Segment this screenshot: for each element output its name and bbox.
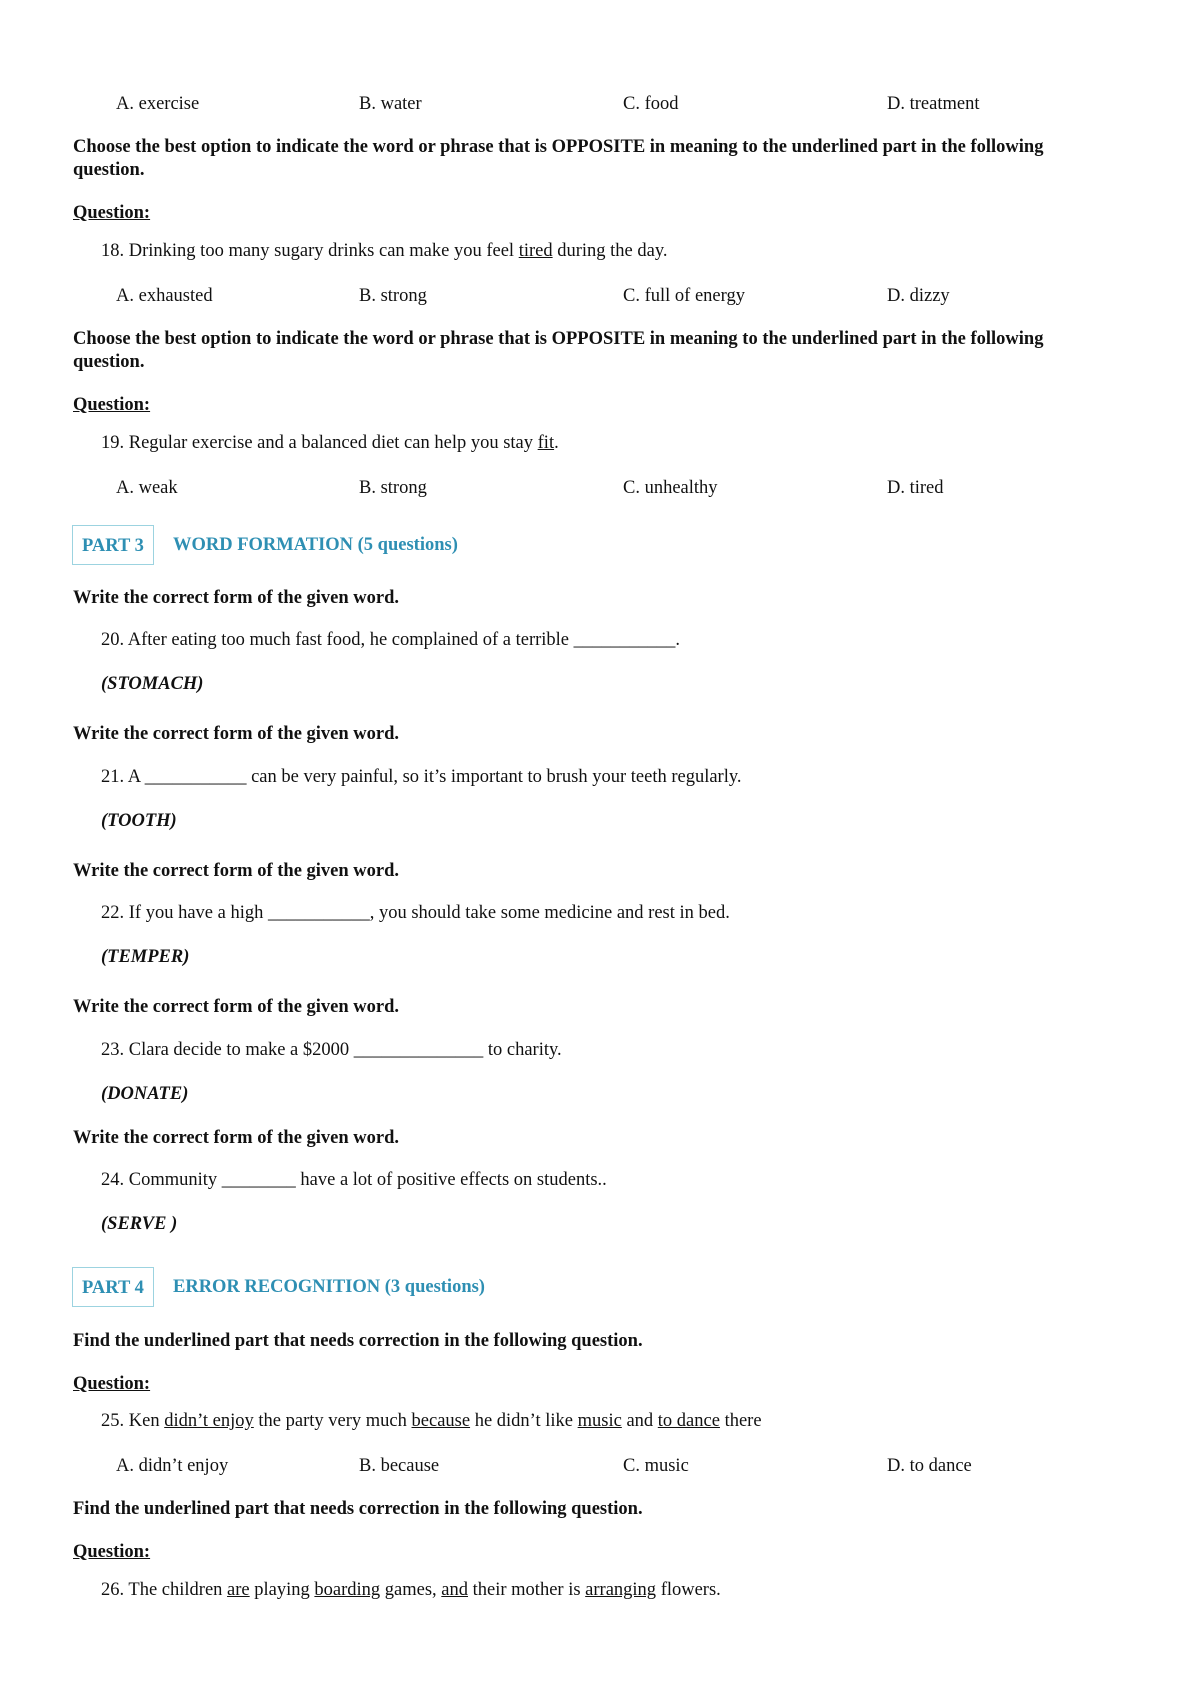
q26-underlined-c: and — [441, 1580, 469, 1600]
q25-text-part-3: he didn’t like — [470, 1411, 578, 1431]
q26-underlined-b: boarding — [314, 1580, 381, 1600]
q19-option-c[interactable]: C. unhealthy — [623, 478, 718, 498]
q19-option-d[interactable]: D. tired — [887, 478, 944, 498]
q22-hint-word: (TEMPER) — [101, 947, 190, 967]
q24-hint-word: (SERVE ) — [101, 1214, 178, 1234]
q19-option-a[interactable]: A. weak — [116, 478, 178, 498]
q25-underlined-a: didn’t enjoy — [164, 1411, 254, 1431]
q18-option-a[interactable]: A. exhausted — [116, 286, 213, 306]
q20-hint-word: (STOMACH) — [101, 674, 204, 694]
q17-option-c[interactable]: C. food — [623, 94, 679, 114]
q18-options — [0, 286, 1190, 312]
q20-question-text: 20. After eating too much fast food, he complained of a terrible ___________. — [101, 630, 681, 650]
q25-underlined-c: music — [577, 1411, 622, 1431]
q25-option-c[interactable]: C. music — [623, 1456, 689, 1476]
q21-instruction: Write the correct form of the given word. — [73, 724, 400, 744]
q24-question-text: 24. Community ________ have a lot of positive effects on students.. — [101, 1170, 607, 1190]
q19-option-b[interactable]: B. strong — [359, 478, 427, 498]
q19-underlined-word: fit — [537, 433, 555, 453]
q21-question-text: 21. A ___________ can be very painful, so it’s important to brush your teeth regularly. — [101, 767, 742, 787]
q19-options — [0, 478, 1190, 504]
q18-instruction: Choose the best option to indicate the word or phrase that is OPPOSITE in meaning to the underlined part in the following question. — [73, 137, 1044, 180]
q18-question-text — [101, 241, 668, 262]
q25-underlined-b: because — [411, 1411, 471, 1431]
q25-option-a[interactable]: A. didn’t enjoy — [116, 1456, 229, 1476]
q18-question-label: Question: — [73, 203, 151, 223]
q23-instruction: Write the correct form of the given word. — [73, 997, 400, 1017]
q26-text-part-2: playing — [249, 1580, 315, 1600]
q18-option-b[interactable]: B. strong — [359, 286, 427, 306]
q25-instruction: Find the underlined part that needs correction in the following question. — [73, 1331, 643, 1351]
q19-text-after: . — [554, 433, 559, 453]
q24-instruction: Write the correct form of the given word. — [73, 1128, 400, 1148]
q20-instruction: Write the correct form of the given word. — [73, 588, 400, 608]
q19-text-before: 19. Regular exercise and a balanced diet can help you stay — [101, 433, 538, 453]
q19-question-label: Question: — [73, 395, 151, 415]
q25-text-part-1: 25. Ken — [101, 1411, 165, 1431]
q19-question-text — [101, 433, 559, 454]
q25-question-label: Question: — [73, 1374, 151, 1394]
q21-hint-word: (TOOTH) — [101, 811, 177, 831]
q17-options — [0, 94, 1190, 120]
q25-text-part-4: and — [621, 1411, 658, 1431]
q17-option-b[interactable]: B. water — [359, 94, 422, 114]
q26-text-part-1: 26. The children — [101, 1580, 228, 1600]
q18-text-after: during the day. — [552, 241, 668, 261]
q25-text-part-2: the party very much — [253, 1411, 412, 1431]
q17-option-d[interactable]: D. treatment — [887, 94, 980, 114]
q22-question-text: 22. If you have a high ___________, you should take some medicine and rest in bed. — [101, 903, 730, 923]
q26-question-label: Question: — [73, 1542, 151, 1562]
q18-text-before: 18. Drinking too many sugary drinks can make you feel — [101, 241, 519, 261]
q23-hint-word: (DONATE) — [101, 1084, 189, 1104]
q18-option-c[interactable]: C. full of energy — [623, 286, 745, 306]
q26-underlined-d: arranging — [585, 1580, 657, 1600]
q22-instruction: Write the correct form of the given word. — [73, 861, 400, 881]
q25-options — [0, 1456, 1190, 1482]
q18-underlined-word: tired — [518, 241, 553, 261]
part3-label: PART 3 — [72, 525, 154, 565]
q25-option-b[interactable]: B. because — [359, 1456, 440, 1476]
q26-question-text — [101, 1580, 721, 1601]
part3-title: WORD FORMATION (5 questions) — [173, 535, 458, 555]
q25-underlined-d: to dance — [657, 1411, 720, 1431]
q18-option-d[interactable]: D. dizzy — [887, 286, 950, 306]
q26-underlined-a: are — [227, 1580, 250, 1600]
q17-option-a[interactable]: A. exercise — [116, 94, 200, 114]
q25-text-part-5: there — [719, 1411, 762, 1431]
q19-instruction: Choose the best option to indicate the word or phrase that is OPPOSITE in meaning to the underlined part in the following question. — [73, 329, 1044, 372]
q23-question-text: 23. Clara decide to make a $2000 ______________ to charity. — [101, 1040, 562, 1060]
q26-instruction: Find the underlined part that needs correction in the following question. — [73, 1499, 643, 1519]
part4-label: PART 4 — [72, 1267, 154, 1307]
q25-option-d[interactable]: D. to dance — [887, 1456, 972, 1476]
q25-question-text — [101, 1411, 762, 1432]
part4-title: ERROR RECOGNITION (3 questions) — [173, 1277, 485, 1297]
q26-text-part-4: their mother is — [468, 1580, 586, 1600]
q26-text-part-5: flowers. — [656, 1580, 721, 1600]
q26-text-part-3: games, — [380, 1580, 442, 1600]
